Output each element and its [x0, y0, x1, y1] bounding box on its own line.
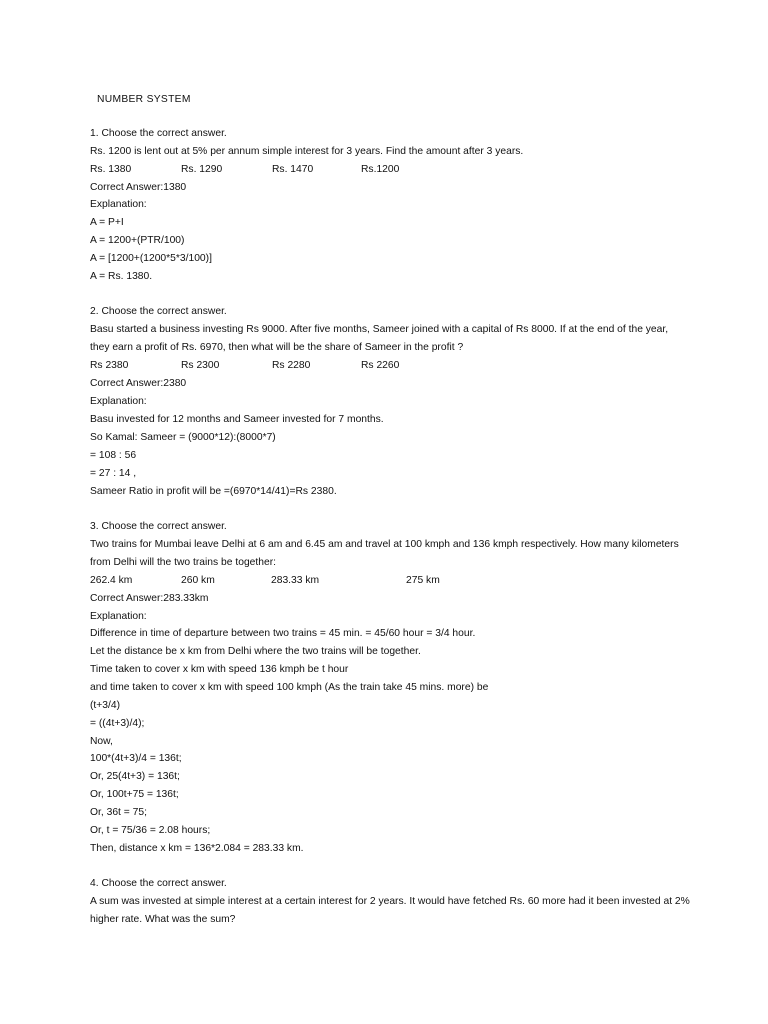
question-3-text: Two trains for Mumbai leave Delhi at 6 am and 6.45 am and travel at 100 kmph and 136 kmph respectively. How many kilometers	[90, 539, 679, 550]
question-1-explanation-line: A = 1200+(PTR/100)	[90, 235, 185, 246]
question-3-explanation-line: = ((4t+3)/4);	[90, 718, 145, 729]
question-2-text: Basu started a business investing Rs 9000. After five months, Sameer joined with a capital of Rs 8000. If at the end of the year,	[90, 324, 669, 335]
question-2-answer: Correct Answer:2380	[90, 378, 187, 389]
question-1-heading: 1. Choose the correct answer.	[90, 128, 227, 139]
question-1-option-c: Rs. 1470	[272, 164, 314, 175]
page-title: NUMBER SYSTEM	[97, 94, 191, 105]
question-2-explanation-line: = 108 : 56	[90, 450, 137, 461]
question-3-explanation-line: Then, distance x km = 136*2.084 = 283.33 km.	[90, 843, 304, 854]
question-3-explanation-line: Or, 25(4t+3) = 136t;	[90, 771, 180, 782]
question-3-option-b: 260 km	[181, 575, 215, 586]
question-3-explanation-line: Or, t = 75/36 = 2.08 hours;	[90, 825, 211, 836]
question-4-text: higher rate. What was the sum?	[90, 914, 236, 925]
question-2-option-d: Rs 2260	[361, 360, 400, 371]
question-2-heading: 2. Choose the correct answer.	[90, 306, 227, 317]
question-3-explanation-line: Time taken to cover x km with speed 136 kmph be t hour	[90, 664, 349, 675]
question-3-heading: 3. Choose the correct answer.	[90, 521, 227, 532]
question-2-explanation-line: Basu invested for 12 months and Sameer invested for 7 months.	[90, 414, 384, 425]
question-3-explanation-line: and time taken to cover x km with speed 100 kmph (As the train take 45 mins. more) be	[90, 682, 489, 693]
question-4-heading: 4. Choose the correct answer.	[90, 878, 227, 889]
question-3-explanation-label: Explanation:	[90, 611, 147, 622]
question-2-explanation-line: Sameer Ratio in profit will be =(6970*14/41)=Rs 2380.	[90, 486, 337, 497]
question-3-option-a: 262.4 km	[90, 575, 133, 586]
question-3-explanation-line: Now,	[90, 736, 113, 747]
question-1-explanation-line: A = [1200+(1200*5*3/100)]	[90, 253, 212, 264]
question-2-text: they earn a profit of Rs. 6970, then what will be the share of Sameer in the profit ?	[90, 342, 464, 353]
question-3-text: from Delhi will the two trains be together:	[90, 557, 276, 568]
question-1-answer: Correct Answer:1380	[90, 182, 187, 193]
question-1-option-d: Rs.1200	[361, 164, 400, 175]
question-3-option-d: 275 km	[406, 575, 440, 586]
question-2-option-a: Rs 2380	[90, 360, 129, 371]
question-2-explanation-label: Explanation:	[90, 396, 147, 407]
question-3-option-c: 283.33 km	[271, 575, 320, 586]
question-2-explanation-line: So Kamal: Sameer = (9000*12):(8000*7)	[90, 432, 276, 443]
question-3-explanation-line: Or, 36t = 75;	[90, 807, 147, 818]
question-3-explanation-line: Or, 100t+75 = 136t;	[90, 789, 179, 800]
question-3-answer: Correct Answer:283.33km	[90, 593, 209, 604]
question-4-text: A sum was invested at simple interest at a certain interest for 2 years. It would have fetched Rs. 60 more had it been invested at 2%	[90, 896, 690, 907]
question-1-text: Rs. 1200 is lent out at 5% per annum simple interest for 3 years. Find the amount after 3 years.	[90, 146, 524, 157]
question-3-explanation-line: Let the distance be x km from Delhi where the two trains will be together.	[90, 646, 421, 657]
question-1-explanation-line: A = Rs. 1380.	[90, 271, 153, 282]
question-3-explanation-line: 100*(4t+3)/4 = 136t;	[90, 753, 182, 764]
question-2-option-b: Rs 2300	[181, 360, 220, 371]
question-1-explanation-line: A = P+I	[90, 217, 124, 228]
question-3-explanation-line: Difference in time of departure between two trains = 45 min. = 45/60 hour = 3/4 hour.	[90, 628, 476, 639]
question-2-option-c: Rs 2280	[272, 360, 311, 371]
question-1-option-a: Rs. 1380	[90, 164, 132, 175]
question-3-explanation-line: (t+3/4)	[90, 700, 121, 711]
question-2-explanation-line: = 27 : 14 ,	[90, 468, 137, 479]
question-1-option-b: Rs. 1290	[181, 164, 223, 175]
question-1-explanation-label: Explanation:	[90, 199, 147, 210]
